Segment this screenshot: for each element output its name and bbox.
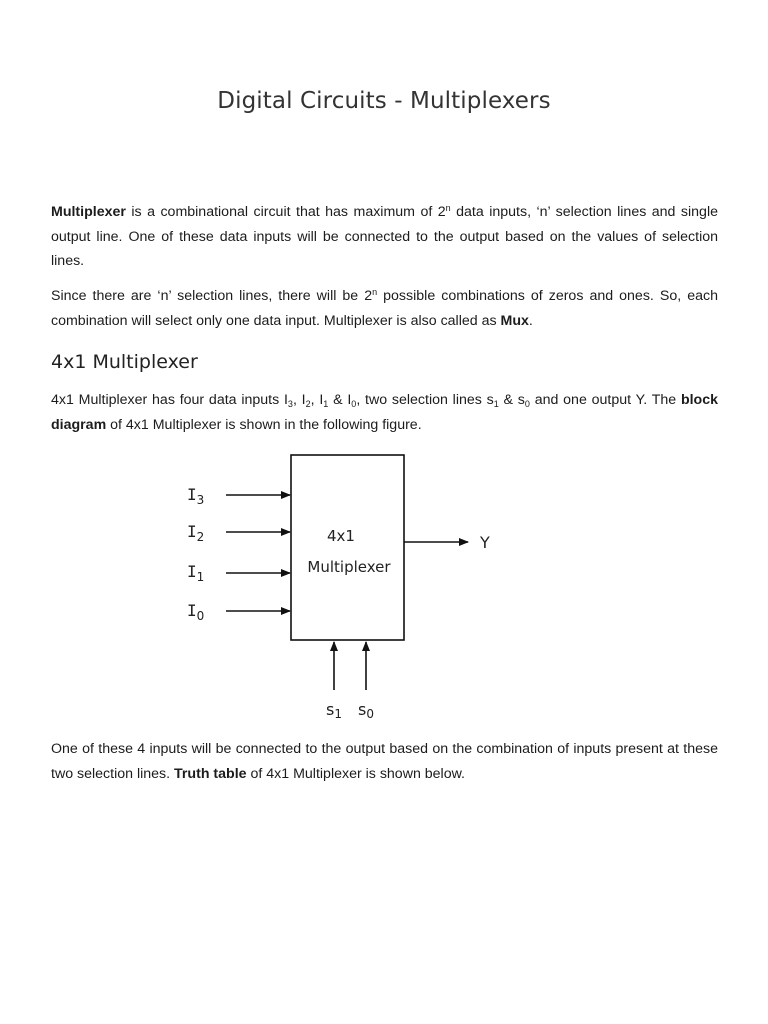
section-text-a: 4x1 Multiplexer has four data inputs I: [51, 392, 288, 408]
intro-text-a: is a combinational circuit that has maximum of 2: [125, 204, 446, 220]
page-title: Digital Circuits - Multiplexers: [217, 88, 551, 114]
mux-block: [291, 455, 404, 640]
para2-text-b: possible combinations of zeros and ones. So, each combination will select only one data input. Multiplexer is also called as: [51, 288, 718, 329]
section-heading: 4x1 Multiplexer: [51, 351, 198, 373]
block-label-multiplexer: Multiplexer: [307, 558, 391, 576]
para2-superscript: n: [372, 287, 378, 297]
sub-i2: 2: [305, 399, 311, 409]
para2-end: .: [528, 312, 533, 329]
para2-text-a: Since there are ‘n’ selection lines, there will be 2: [51, 288, 373, 304]
sub-i3: 3: [287, 399, 293, 409]
section-text-b: , two selection lines s: [356, 392, 494, 408]
para4-text-b: of 4x1 Multiplexer is shown below.: [246, 765, 465, 782]
intro-text-b: data inputs, ‘n’ selection lines and single output line. One of these data inputs will be connected to the output based on the values of selection lines.: [51, 204, 718, 269]
sep-2: , I: [310, 392, 324, 408]
sep-4: & s: [498, 392, 525, 408]
block-diagram-term: block diagram: [51, 392, 718, 433]
input-label-i0: $I_0$: [187, 601, 205, 623]
para4-text-a: One of these 4 inputs will be connected to the output based on the combination of inputs present at these two selection lines.: [51, 741, 718, 782]
sub-i0: 0: [351, 399, 357, 409]
select-label-s1: s1: [326, 700, 342, 721]
intro-paragraph: [51, 200, 718, 274]
sep-1: , I: [292, 392, 306, 408]
select-label-s0: s0: [358, 700, 374, 721]
sub-i1: 1: [323, 399, 329, 409]
output-label-y: Y: [480, 533, 490, 552]
input-label-i1: $I_1$: [187, 562, 205, 584]
block-label-4x1: 4x1: [327, 527, 355, 545]
sub-s1: 1: [493, 399, 499, 409]
section-text-d: of 4x1 Multiplexer is shown in the following figure.: [106, 416, 422, 433]
sep-3: & I: [328, 392, 352, 408]
multiplexer-term: Multiplexer: [51, 204, 126, 220]
truth-table-term: Truth table: [174, 765, 247, 782]
section-text-c: and one output Y. The: [529, 392, 681, 408]
section-paragraph: [51, 388, 718, 437]
intro-superscript: n: [445, 203, 451, 213]
truth-table-paragraph: [51, 737, 718, 786]
combinations-paragraph: [51, 284, 718, 333]
input-label-i2: $I_2$: [187, 522, 205, 544]
mux-term: Mux: [500, 312, 529, 329]
sub-s0: 0: [524, 399, 530, 409]
input-label-i3: $I_3$: [187, 485, 205, 507]
